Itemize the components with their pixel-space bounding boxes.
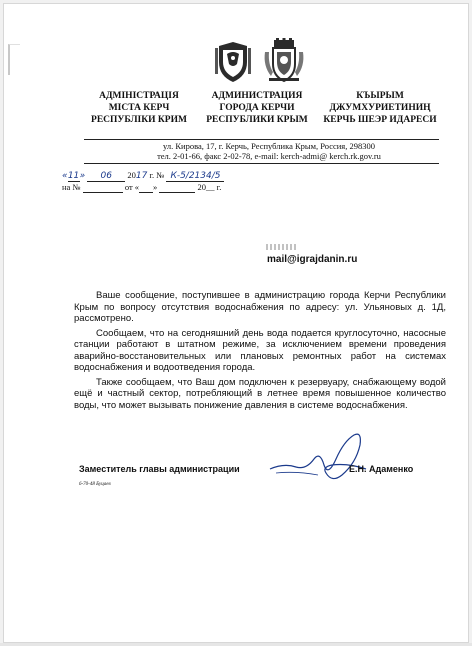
header-rule-bottom bbox=[84, 163, 439, 164]
header-ukrainian: АДМІНІСТРАЦІЯ МІСТА КЕРЧ РЕСПУБЛІКИ КРИМ bbox=[91, 91, 187, 125]
body-paragraph-1: Ваше сообщение, поступившее в администрацию города Керчи Республики Крым по вопросу отсутствия водоснабжения по адресу: ул. Ульяновых д. 1Д, рассмотрено. bbox=[74, 290, 446, 324]
scan-edge-mark bbox=[8, 44, 20, 75]
signature-icon bbox=[266, 429, 376, 489]
date-month: 06 bbox=[87, 171, 125, 182]
signatory-title: Заместитель главы администрации bbox=[79, 464, 240, 474]
ref-label: на № bbox=[62, 182, 81, 192]
outgoing-number: К-5/2134/5 bbox=[166, 171, 224, 182]
ref-month-blank bbox=[159, 182, 195, 193]
year-prefix: 20 bbox=[127, 170, 136, 180]
header-rule-top bbox=[84, 139, 439, 140]
body-paragraph-3: Также сообщаем, что Ваш дом подключен к резервуару, снабжающему водой ещё и частный сектор, потребляющий в летнее время повышенное количество воды, что может вызывать понижение давления в системе водоснабжения. bbox=[74, 376, 446, 411]
redaction-mark bbox=[266, 244, 296, 250]
year-suffix: 17 bbox=[135, 171, 148, 181]
ref-number-blank bbox=[83, 182, 123, 193]
address-line: ул. Кирова, 17, г. Керчь, Республика Крым, Россия, 298300 bbox=[163, 141, 375, 151]
letter-body bbox=[74, 290, 446, 414]
executor-note: 6-70-48 Буцаев bbox=[79, 482, 111, 487]
recipient-email: mail@igrajdanin.ru bbox=[267, 254, 358, 265]
ref-year: 20__ г. bbox=[197, 182, 222, 192]
crimea-emblem-icon bbox=[213, 38, 253, 84]
kerch-emblem-icon bbox=[261, 38, 307, 84]
ref-from: от « bbox=[124, 182, 140, 192]
ref-close: » bbox=[153, 182, 158, 192]
signatory-name: Е.Н. Адаменко bbox=[349, 464, 414, 474]
reference-line bbox=[62, 182, 221, 193]
registration-line bbox=[62, 170, 224, 182]
header-russian: АДМИНИСТРАЦИЯ ГОРОДА КЕРЧИ РЕСПУБЛИКИ КРЫМ bbox=[206, 91, 308, 125]
contacts-line: тел. 2-01-66, факс 2-02-78, e-mail: kerch-admi@ kerch.rk.gov.ru bbox=[157, 151, 381, 161]
header-crimean-tatar: КЪЫРЫМ ДЖУМХУРИЕТИНИҢ КЕРЧЬ ШЕЭР ИДАРЕСИ bbox=[323, 91, 437, 125]
ref-day-blank bbox=[139, 182, 153, 193]
body-paragraph-2: Сообщаем, что на сегодняшний день вода подается круглосуточно, насосные станции работают в штатном режиме, за исключением времени проведения аварийно-восстановительных или плановых ремонтных работ на системах водоснабжения и водоотведения города. bbox=[74, 327, 446, 373]
date-quote-close: » bbox=[79, 171, 86, 181]
letter-page bbox=[3, 3, 469, 643]
year-unit: г. № bbox=[149, 170, 165, 180]
date-quote-open: « bbox=[62, 171, 68, 181]
date-day: 11 bbox=[67, 171, 80, 181]
